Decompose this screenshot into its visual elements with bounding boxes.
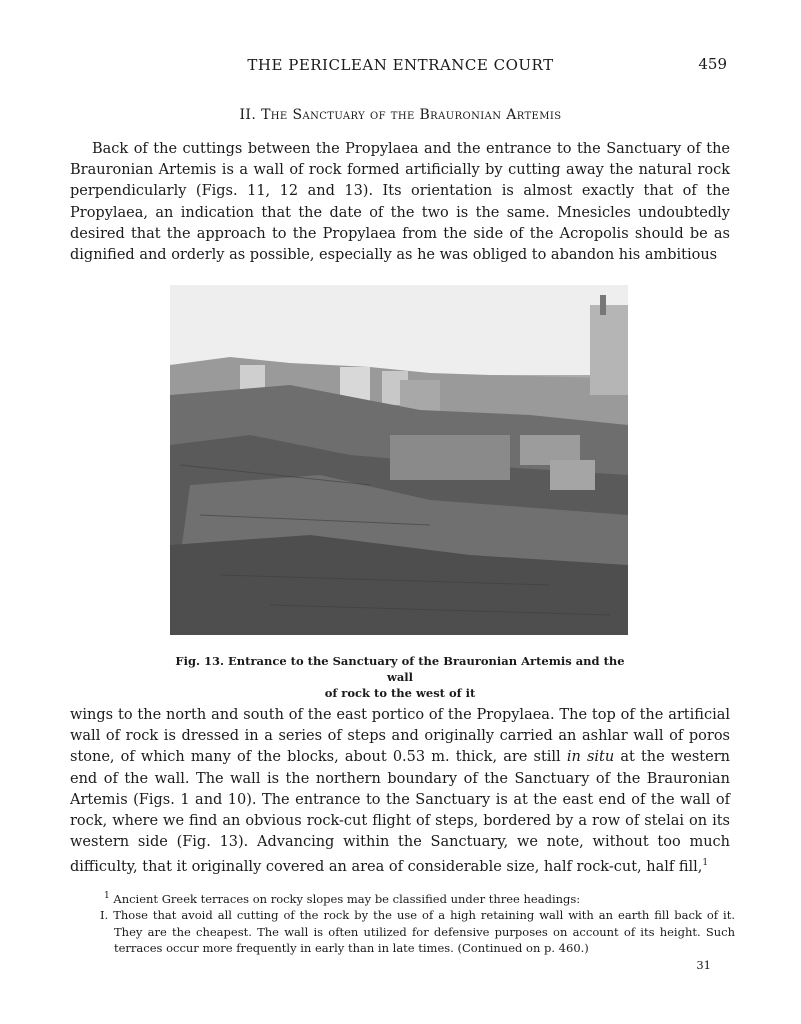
- footnote-item-numeral: I.: [100, 908, 109, 923]
- running-title: THE PERICLEAN ENTRANCE COURT: [247, 56, 554, 74]
- footnote-marker: 1: [104, 891, 110, 901]
- section-numeral: II.: [239, 107, 257, 123]
- ruins-photo-illustration: [170, 285, 628, 635]
- section-heading: [0, 107, 801, 123]
- paragraph-2-italic: in situ: [566, 749, 615, 766]
- caption-line-1: Fig. 13. Entrance to the Sanctuary of the Brauronian Artemis and the wall: [175, 654, 625, 684]
- footnote-reference: 1: [702, 858, 709, 869]
- figure-caption: [170, 653, 630, 701]
- paragraph-2-part-2: at the western end of the wall. The wall is the northern boundary of the Sanctuary of the Brauronian Artemis (Figs. 1 and 10). The entrance to the Sanctuary is at the east end of the wall of rock, where we find an obvious rock-cut flight of steps, bordered by a row of stelai on its western side (Fig. 13). Advancing within the Sanctuary, we note, without too much difficulty, that it originally covered an area of considerable size, half rock-cut, half fill,: [70, 749, 730, 876]
- figure-photograph: [170, 285, 628, 635]
- paragraph-2: [70, 705, 730, 878]
- caption-line-2: of rock to the west of it: [324, 686, 476, 700]
- page-number: 459: [698, 55, 727, 73]
- signature-mark: 31: [696, 958, 711, 972]
- footnote-item-text: Those that avoid all cutting of the rock by the use of a high retaining wall with an earth fill back of it. They are the cheapest. The wall is often utilized for defensive purposes on account of its height. Such terraces occur more frequently in early than in late times. (Continued on p. 460.): [113, 908, 736, 956]
- footnote-item: [90, 907, 735, 957]
- footnote-intro-line: [90, 888, 735, 907]
- paragraph-1: Back of the cuttings between the Propylaea and the entrance to the Sanctuary of the Brauronian Artemis is a wall of rock formed artificially by cutting away the natural rock perpendicularly (Figs. 11, 12 and 13). Its orientation is almost exactly that of the Propylaea, an indication that the date of the two is the same. Mnesicles undoubtedly desired that the approach to the Propylaea from the side of the Acropolis should be as dignified and orderly as possible, especially as he was obliged to abandon his ambitious: [70, 141, 730, 264]
- footnote-intro: Ancient Greek terraces on rocky slopes may be classified under three headings:: [113, 891, 581, 906]
- footnotes: [90, 888, 735, 957]
- paragraph-2-part-1: wings to the north and south of the east portico of the Propylaea. The top of the artificial wall of rock is dressed in a series of steps and originally carried an ashlar wall of poros stone, of which many of the blocks, about 0.53 m. thick, are still: [70, 707, 730, 766]
- section-title: The Sanctuary of the Brauronian Artemis: [261, 107, 562, 123]
